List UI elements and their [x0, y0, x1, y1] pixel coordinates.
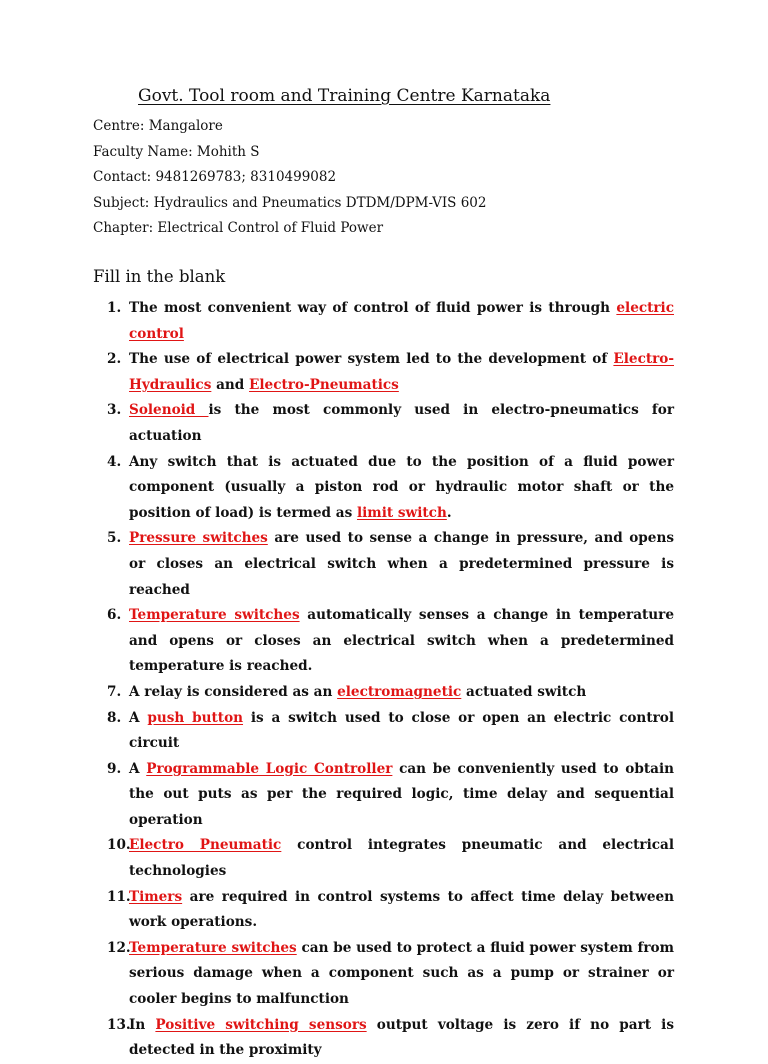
question-text: A	[129, 709, 148, 726]
question-text: is a switch used to close or open an electric control circuit	[129, 709, 674, 752]
question-text: automatically senses a change in temperature and opens or closes an electrical switch when a predetermined temperature is reached.	[129, 607, 674, 675]
answer-text: Programmable Logic Controller	[146, 760, 393, 777]
answer-text: Solenoid	[129, 402, 209, 419]
section-heading: Fill in the blank	[93, 267, 226, 286]
answer-text: Timers	[129, 888, 183, 905]
question-number: 2.	[107, 351, 122, 368]
question-item	[93, 347, 674, 398]
question-text: control integrates pneumatic and electrical technologies	[129, 837, 675, 880]
question-number: 5.	[107, 530, 122, 547]
answer-text: Electro-Pneumatics	[249, 376, 399, 393]
question-item	[93, 757, 674, 834]
question-item	[93, 398, 674, 449]
question-number: 11.	[107, 888, 131, 905]
answer-text: Positive switching sensors	[155, 1016, 367, 1033]
question-item	[93, 833, 674, 884]
answer-text: Electro Pneumatic	[129, 837, 282, 854]
question-item	[93, 936, 674, 1013]
question-text: are required in control systems to affect time delay between work operations.	[129, 888, 674, 931]
chapter-line: Chapter: Electrical Control of Fluid Power	[93, 220, 384, 236]
answer-text: electromagnetic	[337, 683, 462, 700]
question-number: 1.	[107, 300, 122, 316]
question-text: and	[211, 376, 250, 393]
question-text: output voltage is zero if no part is detected in the proximity	[129, 1016, 674, 1059]
course-meta	[93, 114, 486, 242]
question-item	[93, 603, 674, 680]
question-item	[93, 450, 674, 527]
question-number: 6.	[107, 607, 122, 624]
question-number: 10.	[107, 837, 131, 854]
question-number: 8.	[107, 709, 122, 726]
question-text: are used to sense a change in pressure, and opens or closes an electrical switch when a predetermined pressure is reached	[129, 530, 674, 598]
centre-line: Centre: Mangalore	[93, 118, 223, 134]
question-item	[93, 706, 674, 757]
question-number: 13.	[107, 1016, 131, 1033]
question-item	[93, 680, 674, 706]
document-title: Govt. Tool room and Training Centre Karnataka	[138, 86, 551, 106]
question-item	[93, 885, 674, 936]
answer-text: Electro-Hydraulics	[129, 351, 674, 393]
question-text: The use of electrical power system led to the development of	[129, 351, 614, 368]
contact-line: Contact: 9481269783; 8310499082	[93, 169, 337, 185]
answer-text: Pressure switches	[129, 530, 268, 547]
answer-text: limit switch	[356, 504, 447, 521]
answer-text: Temperature switches	[129, 939, 297, 956]
question-item	[93, 1013, 674, 1064]
question-number: 4.	[107, 453, 122, 470]
question-text: actuated switch	[461, 683, 587, 700]
question-text: A relay is considered as an	[129, 683, 338, 700]
faculty-line: Faculty Name: Mohith S	[93, 143, 260, 160]
question-text: A	[129, 760, 147, 777]
question-text: In	[129, 1016, 156, 1033]
answer-text: Temperature switches	[129, 607, 300, 624]
question-number: 7.	[107, 683, 122, 700]
answer-text: electric control	[129, 300, 674, 342]
question-text: Any switch that is actuated due to the position of a fluid power component (usually a piston rod or hydraulic motor shaft or the position of load) is termed as	[129, 453, 674, 521]
question-list	[93, 296, 674, 1064]
question-item	[93, 526, 674, 603]
question-text: .	[446, 504, 452, 521]
question-text: The most convenient way of control of fluid power is through	[129, 300, 617, 316]
question-item	[93, 296, 674, 347]
question-text: is the most commonly used in electro-pneumatics for actuation	[129, 402, 674, 444]
question-text: can be used to protect a fluid power system from serious damage when a component such as a pump or strainer or cooler begins to malfunction	[129, 939, 674, 1008]
question-number: 3.	[107, 402, 122, 419]
question-text: can be conveniently used to obtain the out puts as per the required logic, time delay and sequential operation	[129, 760, 674, 828]
question-number: 9.	[107, 760, 122, 777]
subject-line: Subject: Hydraulics and Pneumatics DTDM/DPM-VIS 602	[93, 194, 487, 211]
answer-text: push button	[147, 709, 244, 726]
question-number: 12.	[107, 939, 131, 956]
